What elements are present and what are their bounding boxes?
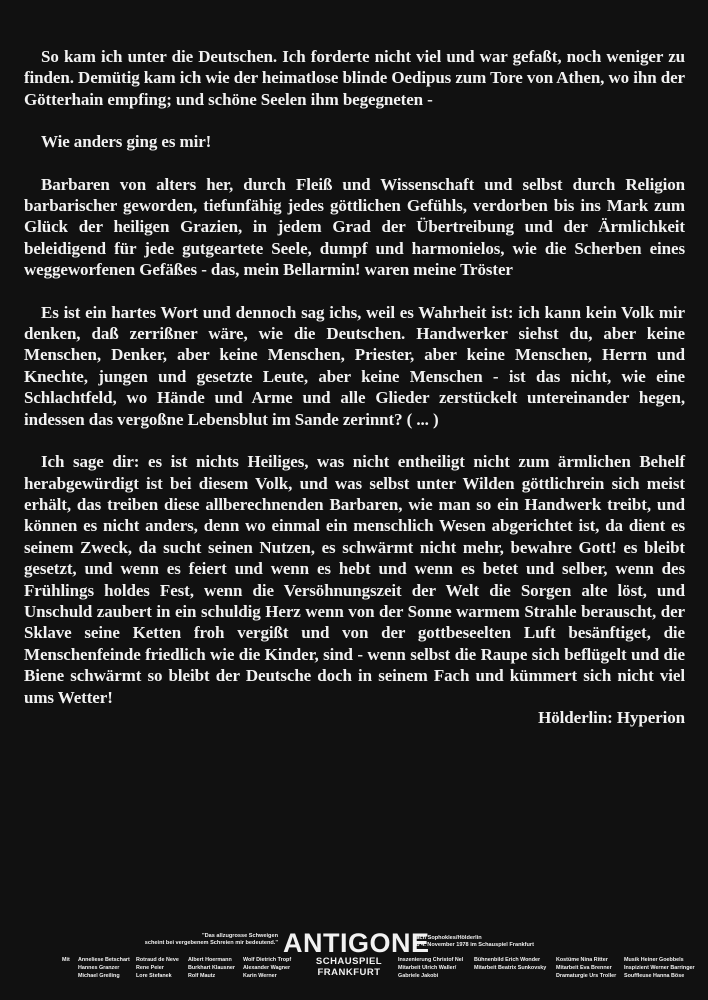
cast-name: Albert Hoermann — [188, 957, 232, 963]
cast-name: Karin Werner — [243, 973, 277, 979]
crew-credit: Inspizient Werner Barringer — [624, 965, 695, 971]
paragraph-3: Barbaren von alters her, durch Fleiß und Wissenschaft und selbst durch Religion barbarischer geworden, tiefunfähig jedes göttlichen Gefühls, verdorben bis ins Mark zum Glück der heiligen Grazien, in jedem Grad der Übertreibung und der Ärmlichkeit beleidigend für jede gutgeartete Seele, dumpf und harmonielos, wie die Scherben eines weggeworfenen Gefäßes - das, mein Bellarmin! waren meine Tröster — [24, 174, 685, 280]
crew-credit: Mitarbeit Eva Brenner — [556, 965, 612, 971]
cast-column-2 — [136, 956, 179, 980]
crew-column-2 — [474, 956, 546, 972]
crew-credit: Bühnenbild Erich Wonder — [474, 957, 541, 963]
cast-name: Rolf Mautz — [188, 973, 216, 979]
theatre-line: FRANKFURT — [317, 966, 381, 978]
production-line: nach Sophokles/Hölderlin — [413, 935, 482, 941]
crew-credit: Musik Heiner Goebbels — [624, 957, 684, 963]
quote-line: "Das allzugrosse Schweigen — [201, 933, 278, 939]
footer-quote — [98, 933, 278, 947]
crew-column-3 — [556, 956, 616, 980]
crew-credit: Mitarbeit Beatrix Sunkovsky — [474, 965, 547, 971]
production-info — [413, 935, 593, 949]
paragraph-2: Wie anders ging es mir! — [41, 132, 212, 152]
crew-column-4 — [624, 956, 695, 980]
crew-credit: Souffleuse Hanna Böse — [624, 973, 685, 979]
quote-line: scheint bei vergebenem Schreien mir bedeutend." — [144, 940, 278, 946]
crew-credit: Inszenierung Christof Nel — [398, 957, 464, 963]
paragraph-5: Ich sage dir: es ist nichts Heiliges, was nicht entheiligt nicht zum ärmlichen Behelf herabgewürdigt ist bei diesem Volk, und was selbst unter Wilden göttlichrein sich meist erhält, das treiben diese allberechnenden Barbaren, wie man so ein Handwerk treibt, und können es nicht anders, denn wo einmal ein menschlich Wesen abgerichtet ist, da dient es seinem Zweck, da sucht seinen Nutzen, es schwärmt nicht mehr, bewahre Gott! es bleibt gesetzt, und wenn es feiert und wenn es hebt und wenn es betet und selber, wenn des Frühlings holdes Fest, wenn die Versöhnungszeit der Welt die Sorgen alte löst, und Unschuld zaubert in ein schuldig Herz wenn von der Sonne warmem Strahle berauscht, der Sklave seine Ketten froh vergißt und von der gottbeseelten Luft besänftiget, die Menschenfeinde friedlich wie die Kinder, sind - wenn selbst die Raupe sich beflügelt und die Biene schwärmt so bleibt der Deutsche doch in seinem Fach und kümmert sich nicht viel ums Wetter! — [24, 452, 685, 707]
cast-name: Lore Stefanek — [136, 973, 172, 979]
crew-credit: Gabriele Jakobi — [398, 973, 439, 979]
theatre-line: SCHAUSPIEL — [315, 956, 383, 967]
poem-text — [24, 46, 685, 728]
crew-credit: Mitarbeit Ulrich Waller/ — [398, 965, 457, 971]
cast-name: Anneliese Betschart — [78, 957, 130, 963]
play-title: ANTIGONE — [283, 928, 430, 958]
paragraph-4: Es ist ein hartes Wort und dennoch sag ichs, weil es Wahrheit ist: ich kann kein Volk mir denken, daß zerrißner wäre, wie die Deutschen. Handwerker siehst du, aber keine Menschen, Denker, aber keine Menschen, Priester, aber keine Menschen, Herrn und Knechte, jungen und gesetzte Leute, aber keine Menschen - ist das nicht, wie eine Schlachtfeld, wo Hände und Arme und alle Glieder zerstückelt untereinander hegen, indessen das vergoßne Lebensblut im Sande zerinnt? ( ... ) — [24, 302, 685, 429]
crew-column-1 — [398, 956, 463, 980]
cast-name: Hannes Granzer — [78, 965, 120, 971]
cast-column-4 — [243, 956, 291, 980]
paragraph-1: So kam ich unter die Deutschen. Ich forderte nicht viel und war gefaßt, noch weniger zu finden. Demütig kam ich wie der heimatlose blinde Oedipus zum Tore von Athen, wo ihn der Götterhain empfing; und schöne Seelen ihm begegneten - — [24, 47, 685, 109]
footer-credits — [0, 925, 708, 1000]
theatre-name — [309, 957, 389, 978]
production-line: ab 4. November 1978 im Schauspiel Frankfurt — [413, 942, 534, 948]
cast-name: Alexander Wagner — [243, 965, 291, 971]
cast-name: Burkhart Klausner — [188, 965, 236, 971]
crew-credit: Dramaturgie Urs Troller — [556, 973, 617, 979]
crew-credit: Kostüme Nina Ritter — [556, 957, 608, 963]
cast-column-1 — [78, 956, 130, 980]
cast-name: Rotraud de Neve — [136, 957, 179, 963]
title-row — [0, 929, 708, 957]
mit-label: Mit — [62, 957, 70, 963]
cast-name: Rene Peier — [136, 965, 164, 971]
cast-name: Michael Greiling — [78, 973, 120, 979]
cast-column-3 — [188, 956, 235, 980]
signature: Hölderlin: Hyperion — [538, 707, 685, 727]
cast-name: Wolf Dietrich Tropf — [243, 957, 292, 963]
